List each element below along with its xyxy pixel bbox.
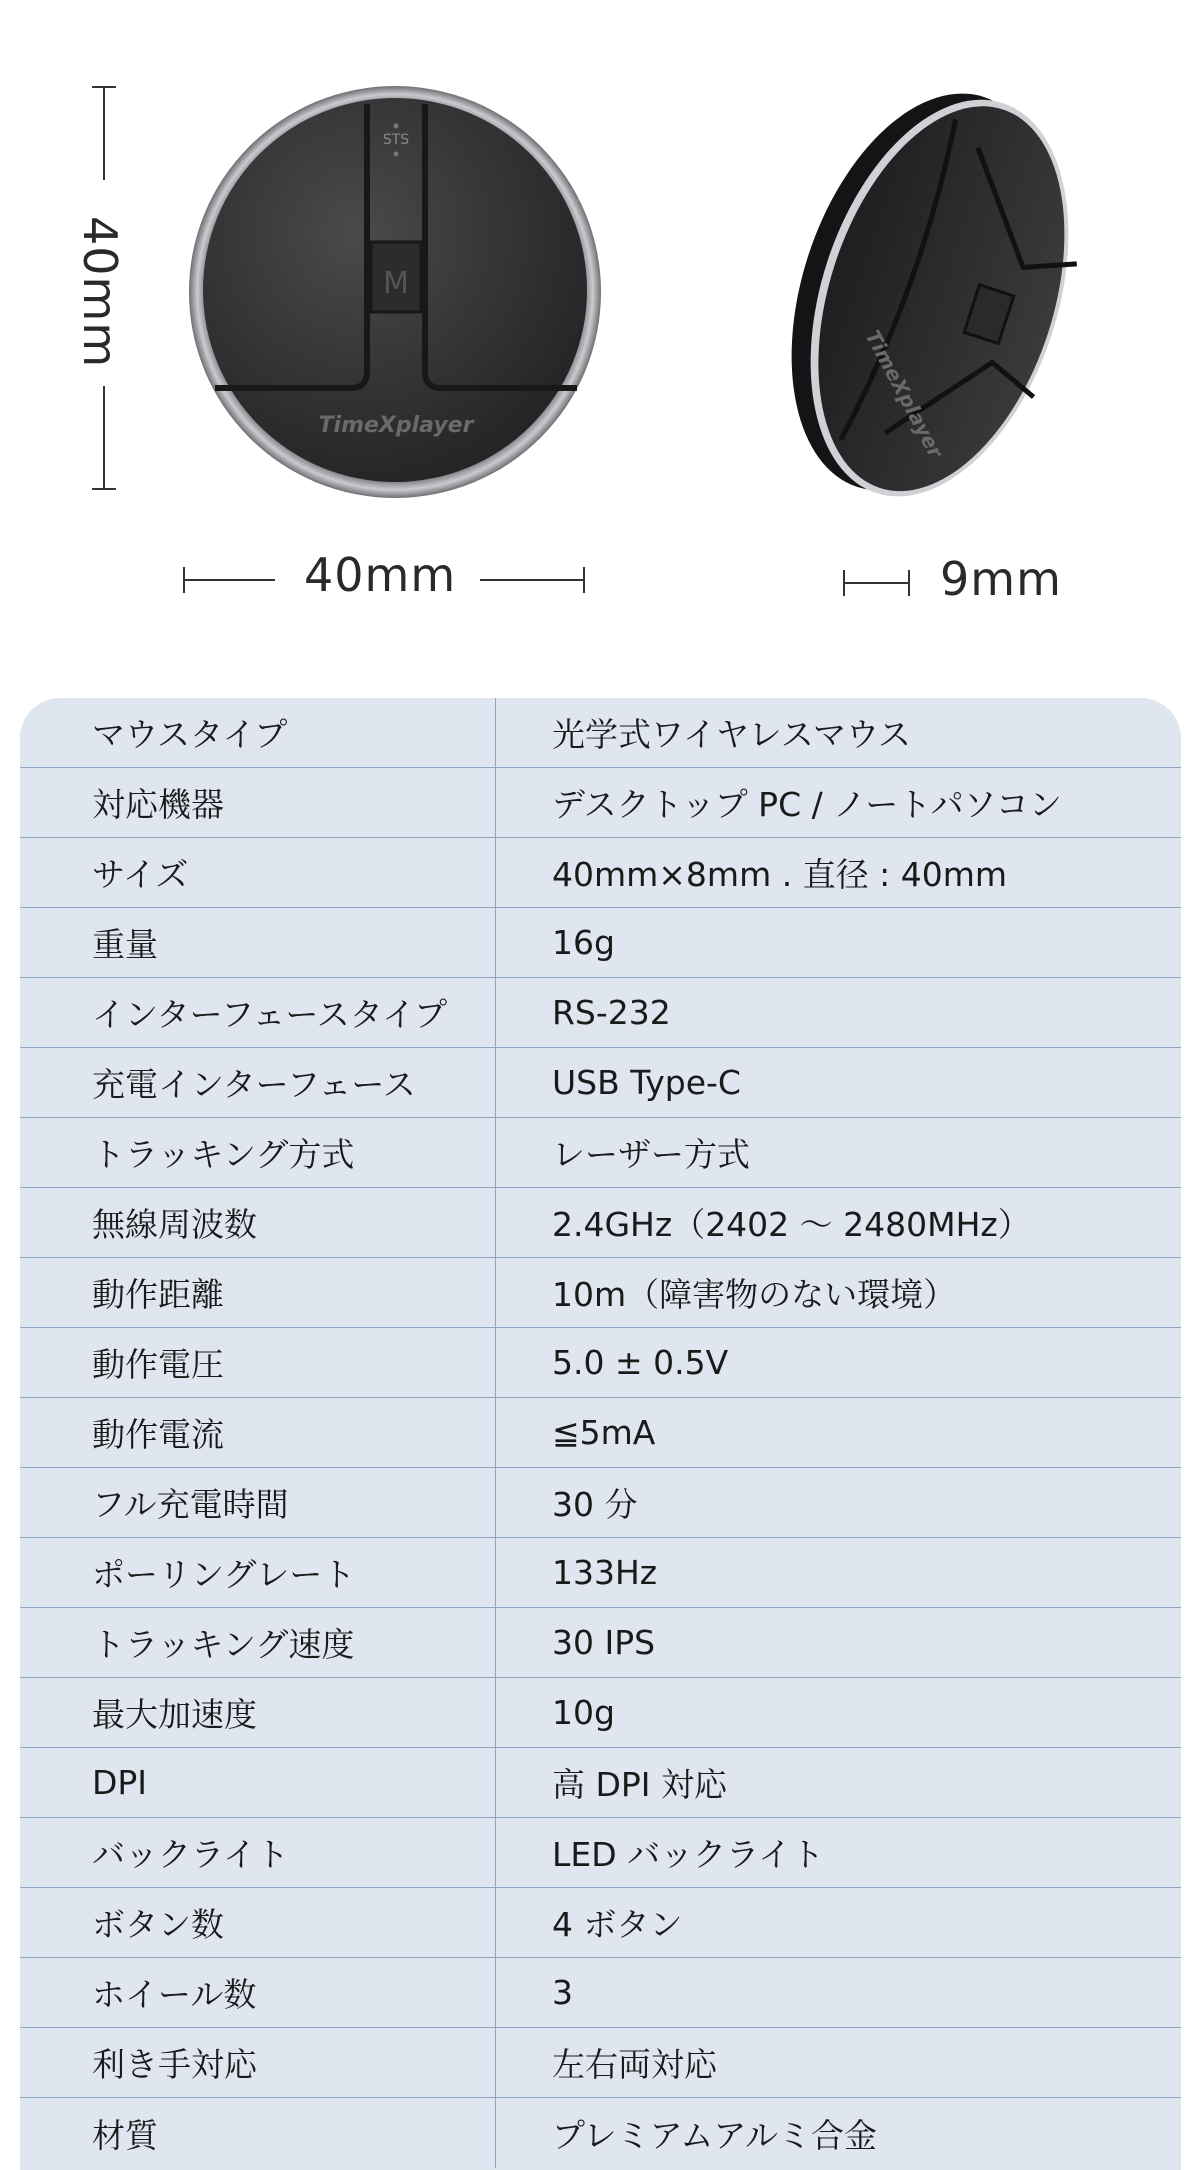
spec-value: 16g — [552, 923, 615, 962]
table-row — [20, 1678, 1181, 1748]
table-row — [20, 1748, 1181, 1818]
spec-key: 無線周波数 — [20, 1188, 496, 1257]
spec-key: 動作距離 — [20, 1258, 496, 1327]
table-row — [20, 1468, 1181, 1538]
width-dim-line-left — [183, 579, 275, 581]
spec-key: 充電インターフェース — [20, 1048, 496, 1117]
mouse-side-image — [770, 80, 1090, 510]
spec-key: ホイール数 — [20, 1958, 496, 2027]
width-dim-cap-right — [583, 567, 585, 593]
spec-value: 10m（障害物のない環境） — [552, 1275, 957, 1314]
table-row — [20, 1258, 1181, 1328]
spec-value: USB Type-C — [552, 1063, 741, 1102]
table-row — [20, 1958, 1181, 2028]
table-row — [20, 2028, 1181, 2098]
table-row — [20, 908, 1181, 978]
spec-key: 材質 — [20, 2098, 496, 2168]
table-row — [20, 768, 1181, 838]
spec-key: インターフェースタイプ — [20, 978, 496, 1047]
mouse-m-label: M — [383, 266, 409, 301]
spec-value: 10g — [552, 1693, 615, 1732]
spec-key: 動作電流 — [20, 1398, 496, 1467]
table-row — [20, 1818, 1181, 1888]
spec-value: 5.0 ± 0.5V — [552, 1343, 729, 1382]
spec-value: 133Hz — [552, 1553, 658, 1592]
spec-key: バックライト — [20, 1818, 496, 1887]
spec-key: DPI — [20, 1748, 496, 1817]
table-row — [20, 1118, 1181, 1188]
height-dim-label: 40mm — [73, 216, 127, 369]
spec-key: フル充電時間 — [20, 1468, 496, 1537]
spec-value: RS-232 — [552, 993, 671, 1032]
depth-dim-label: 9mm — [940, 552, 1062, 606]
spec-key: マウスタイプ — [20, 698, 496, 767]
mouse-brand-front: TimeXplayer — [318, 413, 474, 438]
spec-value: 光学式ワイヤレスマウス — [552, 715, 912, 754]
spec-key: 最大加速度 — [20, 1678, 496, 1747]
height-dim-line-top — [103, 86, 105, 180]
spec-value: デスクトップ PC / ノートパソコン — [552, 785, 1062, 824]
height-dim-line-bottom — [103, 386, 105, 488]
table-row — [20, 1608, 1181, 1678]
spec-value: 40mm×8mm . 直径 : 40mm — [552, 855, 1008, 894]
spec-key: 利き手対応 — [20, 2028, 496, 2097]
mouse-front-image — [185, 82, 605, 502]
spec-key: 重量 — [20, 908, 496, 977]
table-row — [20, 838, 1181, 908]
table-row — [20, 1048, 1181, 1118]
table-row — [20, 698, 1181, 768]
mouse-sts-label: STS — [382, 132, 410, 148]
spec-value: レーザー方式 — [552, 1135, 750, 1174]
spec-key: ポーリングレート — [20, 1538, 496, 1607]
table-row — [20, 1888, 1181, 1958]
spec-key: トラッキング方式 — [20, 1118, 496, 1187]
spec-value: ≦5mA — [552, 1413, 656, 1452]
spec-key: トラッキング速度 — [20, 1608, 496, 1677]
spec-table — [20, 698, 1181, 2170]
spec-key: 動作電圧 — [20, 1328, 496, 1397]
mouse-brand-side: TimeXplayer — [860, 326, 948, 462]
width-dim-line-right — [480, 579, 584, 581]
spec-key: ボタン数 — [20, 1888, 496, 1957]
spec-value: 3 — [552, 1973, 573, 2012]
spec-value: 4 ボタン — [552, 1905, 683, 1944]
table-row — [20, 1398, 1181, 1468]
height-dim-cap-bottom — [92, 488, 116, 490]
table-row — [20, 1538, 1181, 1608]
spec-value: プレミアムアルミ合金 — [552, 2115, 878, 2155]
table-row — [20, 1328, 1181, 1398]
spec-value: 高 DPI 対応 — [552, 1765, 728, 1804]
spec-value: LED バックライト — [552, 1835, 825, 1874]
spec-value: 30 IPS — [552, 1623, 656, 1662]
spec-key: サイズ — [20, 838, 496, 907]
depth-dim-cap-right — [908, 570, 910, 596]
spec-value: 30 分 — [552, 1485, 638, 1524]
depth-dim-line — [843, 582, 909, 584]
spec-key: 対応機器 — [20, 768, 496, 837]
spec-value: 2.4GHz（2402 〜 2480MHz） — [552, 1205, 1031, 1244]
table-row — [20, 2098, 1181, 2168]
table-row — [20, 978, 1181, 1048]
table-row — [20, 1188, 1181, 1258]
width-dim-label: 40mm — [304, 548, 457, 602]
spec-value: 左右両対応 — [552, 2045, 717, 2084]
